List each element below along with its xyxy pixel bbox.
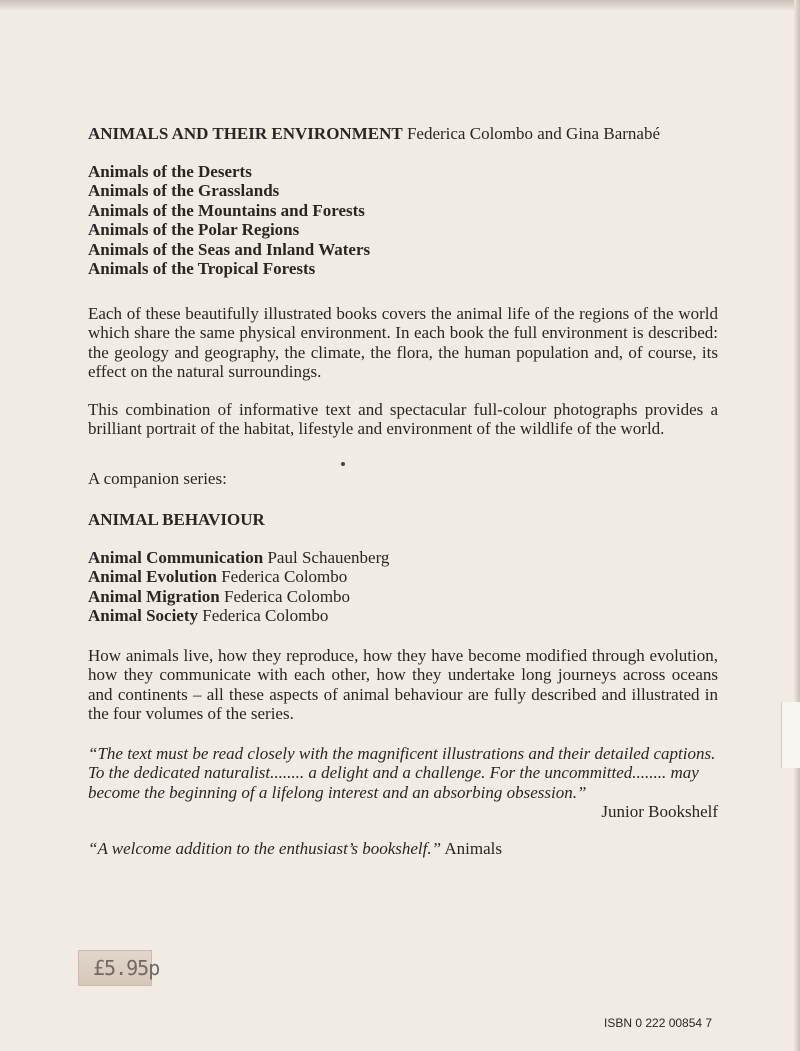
series1-title: Animals of the Deserts xyxy=(88,161,252,181)
series1-title: Animals of the Seas and Inland Waters xyxy=(88,239,371,259)
series1-title: Animals of the Polar Regions xyxy=(88,220,300,239)
review1-quote: “The text must be read closely with the magnificent illustrations and their detailed captions. To the dedicated naturalist........ a delight and a challenge. For the uncommitted........ may become the beginning of a lifelong interest and an absorbing obsession.” xyxy=(88,743,716,802)
series1-name: ANIMALS AND THEIR ENVIRONMENT xyxy=(88,124,403,143)
series2-book-list xyxy=(88,548,718,626)
review2 xyxy=(88,839,718,859)
book-title: Animal Communication xyxy=(88,547,264,567)
series2-book xyxy=(88,567,718,587)
top-edge-wear xyxy=(0,0,800,10)
series2-name: ANIMAL BEHAVIOUR xyxy=(88,510,265,529)
book-author: Paul Schauenberg xyxy=(267,547,390,567)
series1-title: Animals of the Mountains and Forests xyxy=(88,200,365,220)
cover-text xyxy=(88,124,718,858)
series1-description: Each of these beautifully illustrated books covers the animal life of the regions of the world which share the same physical environment. In each book the full environment is described: the geology and geography, the climate, the flora, the human population and, of course, its effect on the natural surroundings. xyxy=(88,303,718,381)
companion-label: A companion series: xyxy=(88,468,227,488)
series2-book xyxy=(88,587,718,607)
review1-source: Junior Bookshelf xyxy=(601,802,718,821)
series2-book xyxy=(88,606,718,626)
series1-description-2: This combination of informative text and spectacular full-colour photographs provides a brilliant portrait of the habitat, lifestyle and environment of the wildlife of the world. xyxy=(88,399,718,438)
series2-description: How animals live, how they reproduce, how they have become modified through evolution, how they communicate with each other, how they undertake long journeys across oceans and continents – all these aspects of animal behaviour are fully described and illustrated in the four volumes of the series. xyxy=(88,645,718,723)
series1-title: Animals of the Grasslands xyxy=(88,181,280,200)
book-title: Animal Migration xyxy=(88,586,220,606)
series1-authors: Federica Colombo and Gina Barnabé xyxy=(406,124,660,143)
series1-heading xyxy=(88,124,718,144)
book-author: Federica Colombo xyxy=(202,606,329,625)
price-label: £5.95p xyxy=(93,956,160,980)
series2-book xyxy=(88,548,718,568)
book-title: Animal Evolution xyxy=(88,567,217,586)
review2-source: Animals xyxy=(444,838,502,858)
series1-title: Animals of the Tropical Forests xyxy=(88,259,316,278)
price-sticker xyxy=(78,950,160,986)
right-edge-shadow xyxy=(794,0,800,1051)
book-author: Federica Colombo xyxy=(221,567,348,586)
isbn-number: ISBN 0 222 00854 7 xyxy=(604,1016,713,1030)
review2-quote: “A welcome addition to the enthusiast’s bookshelf.” xyxy=(88,838,442,858)
book-title: Animal Society xyxy=(88,606,199,625)
series1-title-list xyxy=(88,162,718,279)
page-tab xyxy=(781,702,800,768)
book-author: Federica Colombo xyxy=(224,586,351,606)
